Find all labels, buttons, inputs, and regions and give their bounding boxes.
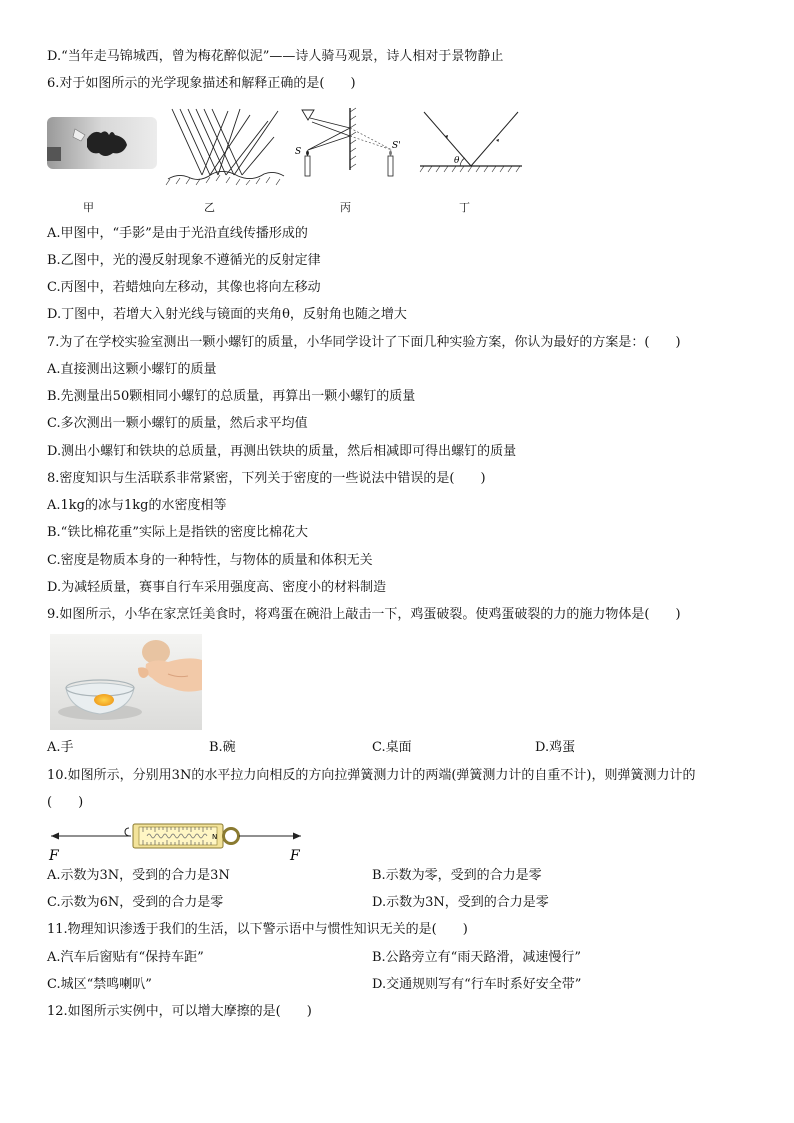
q10-force-label-left: F [49,848,59,864]
q7-option-c: C.多次测出一颗小螺钉的质量，然后求平均值 [47,416,308,431]
q9-egg-photo [50,634,202,730]
q6-figure-jia [47,117,157,169]
q6-caption-jia: 甲 [83,201,94,214]
q12-stem: 12.如图所示实例中，可以增大摩擦的是( ) [47,1004,312,1019]
q8-option-c: C.密度是物质本身的一种特性，与物体的质量和体积无关 [47,553,373,568]
q8-option-d: D.为减轻质量，赛事自行车采用强度高、密度小的材料制造 [47,580,387,595]
q9-option-d: D.鸡蛋 [535,740,576,755]
q8-option-b: B.“铁比棉花重”实际上是指铁的密度比棉花大 [47,525,308,540]
q11-option-d: D.交通规则写有“行车时系好安全带” [372,977,582,992]
q9-option-b: B.碗 [209,740,236,755]
q6-option-c: C.丙图中，若蜡烛向左移动，其像也将向左移动 [47,280,321,295]
q11-option-b: B.公路旁立有“雨天路滑，减速慢行” [372,950,581,965]
q11-stem: 11.物理知识渗透于我们的生活，以下警示语中与惯性知识无关的是( ) [47,922,468,937]
q10-option-b: B.示数为零，受到的合力是零 [372,868,542,883]
q6-option-a: A.甲图中，“手影”是由于光沿直线传播形成的 [47,226,308,241]
q10-option-c: C.示数为6N，受到的合力是零 [47,895,224,910]
q6-option-d: D.丁图中，若增大入射光线与镜面的夹角θ，反射角也随之增大 [47,307,407,322]
q10-spring-scale-figure [47,818,305,864]
q9-stem: 9.如图所示，小华在家烹饪美食时，将鸡蛋在碗沿上敲击一下，鸡蛋破裂。使鸡蛋破裂的力的施力物体是( ) [47,607,681,622]
q6-figure-yi [166,107,286,185]
q6-label-theta: θ [454,156,460,166]
q9-option-c: C.桌面 [372,740,412,755]
q10-stem-brackets: ( ) [47,795,84,810]
q8-option-a: A.1kg的冰与1kg的水密度相等 [47,498,227,513]
q7-option-a: A.直接测出这颗小螺钉的质量 [47,362,217,377]
q6-option-b: B.乙图中，光的漫反射现象不遵循光的反射定律 [47,253,321,268]
q10-force-label-right: F [290,848,300,864]
q6-caption-yi: 乙 [204,201,215,214]
q7-option-b: B.先测量出50颗相同小螺钉的总质量，再算出一颗小螺钉的质量 [47,389,416,404]
q6-stem: 6.对于如图所示的光学现象描述和解释正确的是( ) [47,76,356,91]
q6-label-s-prime: S' [392,141,401,151]
q7-option-d: D.测出小螺钉和铁块的总质量，再测出铁块的质量，然后相减即可得出螺钉的质量 [47,444,517,459]
q10-unit-label: N [212,833,218,841]
q9-option-a: A.手 [47,740,74,755]
q10-stem: 10.如图所示，分别用3N的水平拉力向相反的方向拉弹簧测力计的两端(弹簧测力计的自重不计)，则弹簧测力计的 [47,768,696,783]
q6-caption-bing: 丙 [340,201,351,214]
q10-option-d: D.示数为3N，受到的合力是零 [372,895,549,910]
q6-figure-ding [416,106,528,176]
q5-option-d: D.“当年走马锦城西，曾为梅花醉似泥”——诗人骑马观景，诗人相对于景物静止 [47,49,504,64]
q6-figure-bing [292,106,402,186]
q6-caption-ding: 丁 [459,201,470,214]
q11-option-c: C.城区“禁鸣喇叭” [47,977,152,992]
q6-label-s: S [295,147,302,157]
q10-option-a: A.示数为3N，受到的合力是3N [47,868,230,883]
q11-option-a: A.汽车后窗贴有“保持车距” [47,950,204,965]
q7-stem: 7.为了在学校实验室测出一颗小螺钉的质量，小华同学设计了下面几种实验方案，你认为最好的方案是：( ) [47,335,681,350]
q8-stem: 8.密度知识与生活联系非常紧密，下列关于密度的一些说法中错误的是( ) [47,471,486,486]
